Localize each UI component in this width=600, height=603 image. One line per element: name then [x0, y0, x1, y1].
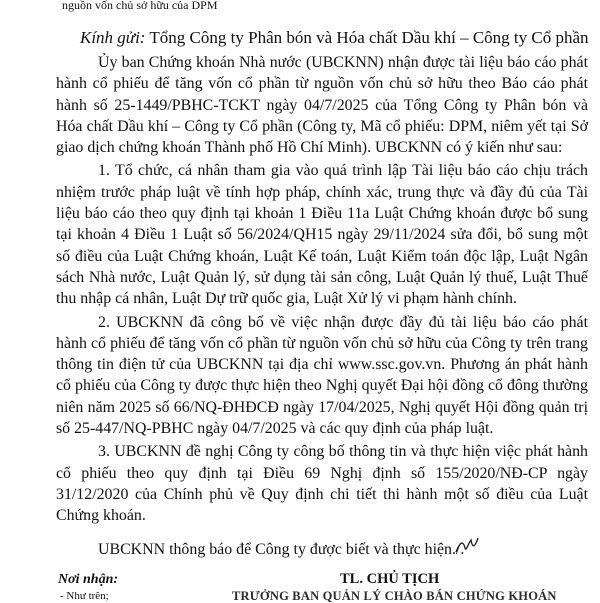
recipient-name: Tổng Công ty Phân bón và Hóa chất Dầu khí – Công ty Cổ phần	[149, 28, 589, 47]
item-2-paragraph: 2. UBCKNN đã công bố về việc nhận được đầy đủ tài liệu báo cáo phát hành cổ phiếu để tăng vốn cổ phần từ nguồn vốn chủ sở hữu của Công ty trên trang thông tin điện tử của UBCKNN tại địa chỉ www.ssc.gov.vn. Phương án phát hành cổ phiếu của Công ty được thực hiện theo Nghị quyết Đại hội đồng cổ đông thường niên năm 2025 số 66/NQ-ĐHĐCĐ ngày 17/04/2025, Nghị quyết Hội đồng quản trị số 25-447/NQ-PBHC ngày 04/7/2025 và các quy định của pháp luật.	[56, 313, 588, 438]
top-clipped-text: nguồn vốn chủ sở hữu của DPM	[62, 0, 218, 12]
noi-nhan-item: - Như trên;	[60, 590, 109, 602]
recipient-label: Kính gửi:	[80, 28, 146, 47]
recipient-line	[80, 28, 590, 48]
initial-signature-mark	[454, 534, 480, 558]
signer-position-clipped: TRƯỞNG BAN QUẢN LÝ CHÀO BÁN CHỨNG KHOÁN	[232, 589, 557, 603]
intro-paragraph: Ủy ban Chứng khoán Nhà nước (UBCKNN) nhận được tài liệu báo cáo phát hành cổ phiếu để tăng vốn cổ phần từ nguồn vốn chủ sở hữu theo Báo cáo phát hành số 25-1449/PBHC-TCKT ngày 04/7/2025 của Tổng Công ty Phân bón và Hóa chất Dầu khí – Công ty Cổ phần (Công ty, Mã cổ phiếu: DPM, niêm yết tại Sở giao dịch chứng khoán Thành phố Hồ Chí Minh). UBCKNN có ý kiến như sau:	[56, 54, 588, 157]
letter-body	[56, 52, 588, 529]
signer-title: TL. CHỦ TỊCH	[340, 571, 440, 587]
noi-nhan-label: Nơi nhận:	[58, 572, 119, 587]
closing-line: UBCKNN thông báo để Công ty được biết và thực hiện./.	[98, 541, 465, 558]
item-3-paragraph: 3. UBCKNN đề nghị Công ty công bố thông tin và thực hiện việc phát hành cổ phiếu theo quy định tại Điều 69 Nghị định số 155/2020/NĐ-CP ngày 31/12/2020 của Chính phủ về Quy định chi tiết thi hành một số điều của Luật Chứng khoán.	[56, 443, 588, 525]
item-1-paragraph: 1. Tổ chức, cá nhân tham gia vào quá trình lập Tài liệu báo cáo chịu trách nhiệm trước pháp luật về tính hợp pháp, chính xác, trung thực và đầy đủ của Tài liệu báo cáo theo quy định tại khoản 1 Điều 11a Luật Chứng khoán được bổ sung tại khoản 4 Điều 1 Luật số 56/2024/QH15 ngày 29/11/2024 sửa đổi, bổ sung một số điều của Luật Chứng khoán, Luật Kế toán, Luật Kiểm toán độc lập, Luật Ngân sách Nhà nước, Luật Quản lý, sử dụng tài sản công, Luật Quản lý thuế, Luật Thuế thu nhập cá nhân, Luật Dự trữ quốc gia, Luật Xử lý vi phạm hành chính.	[56, 162, 588, 308]
